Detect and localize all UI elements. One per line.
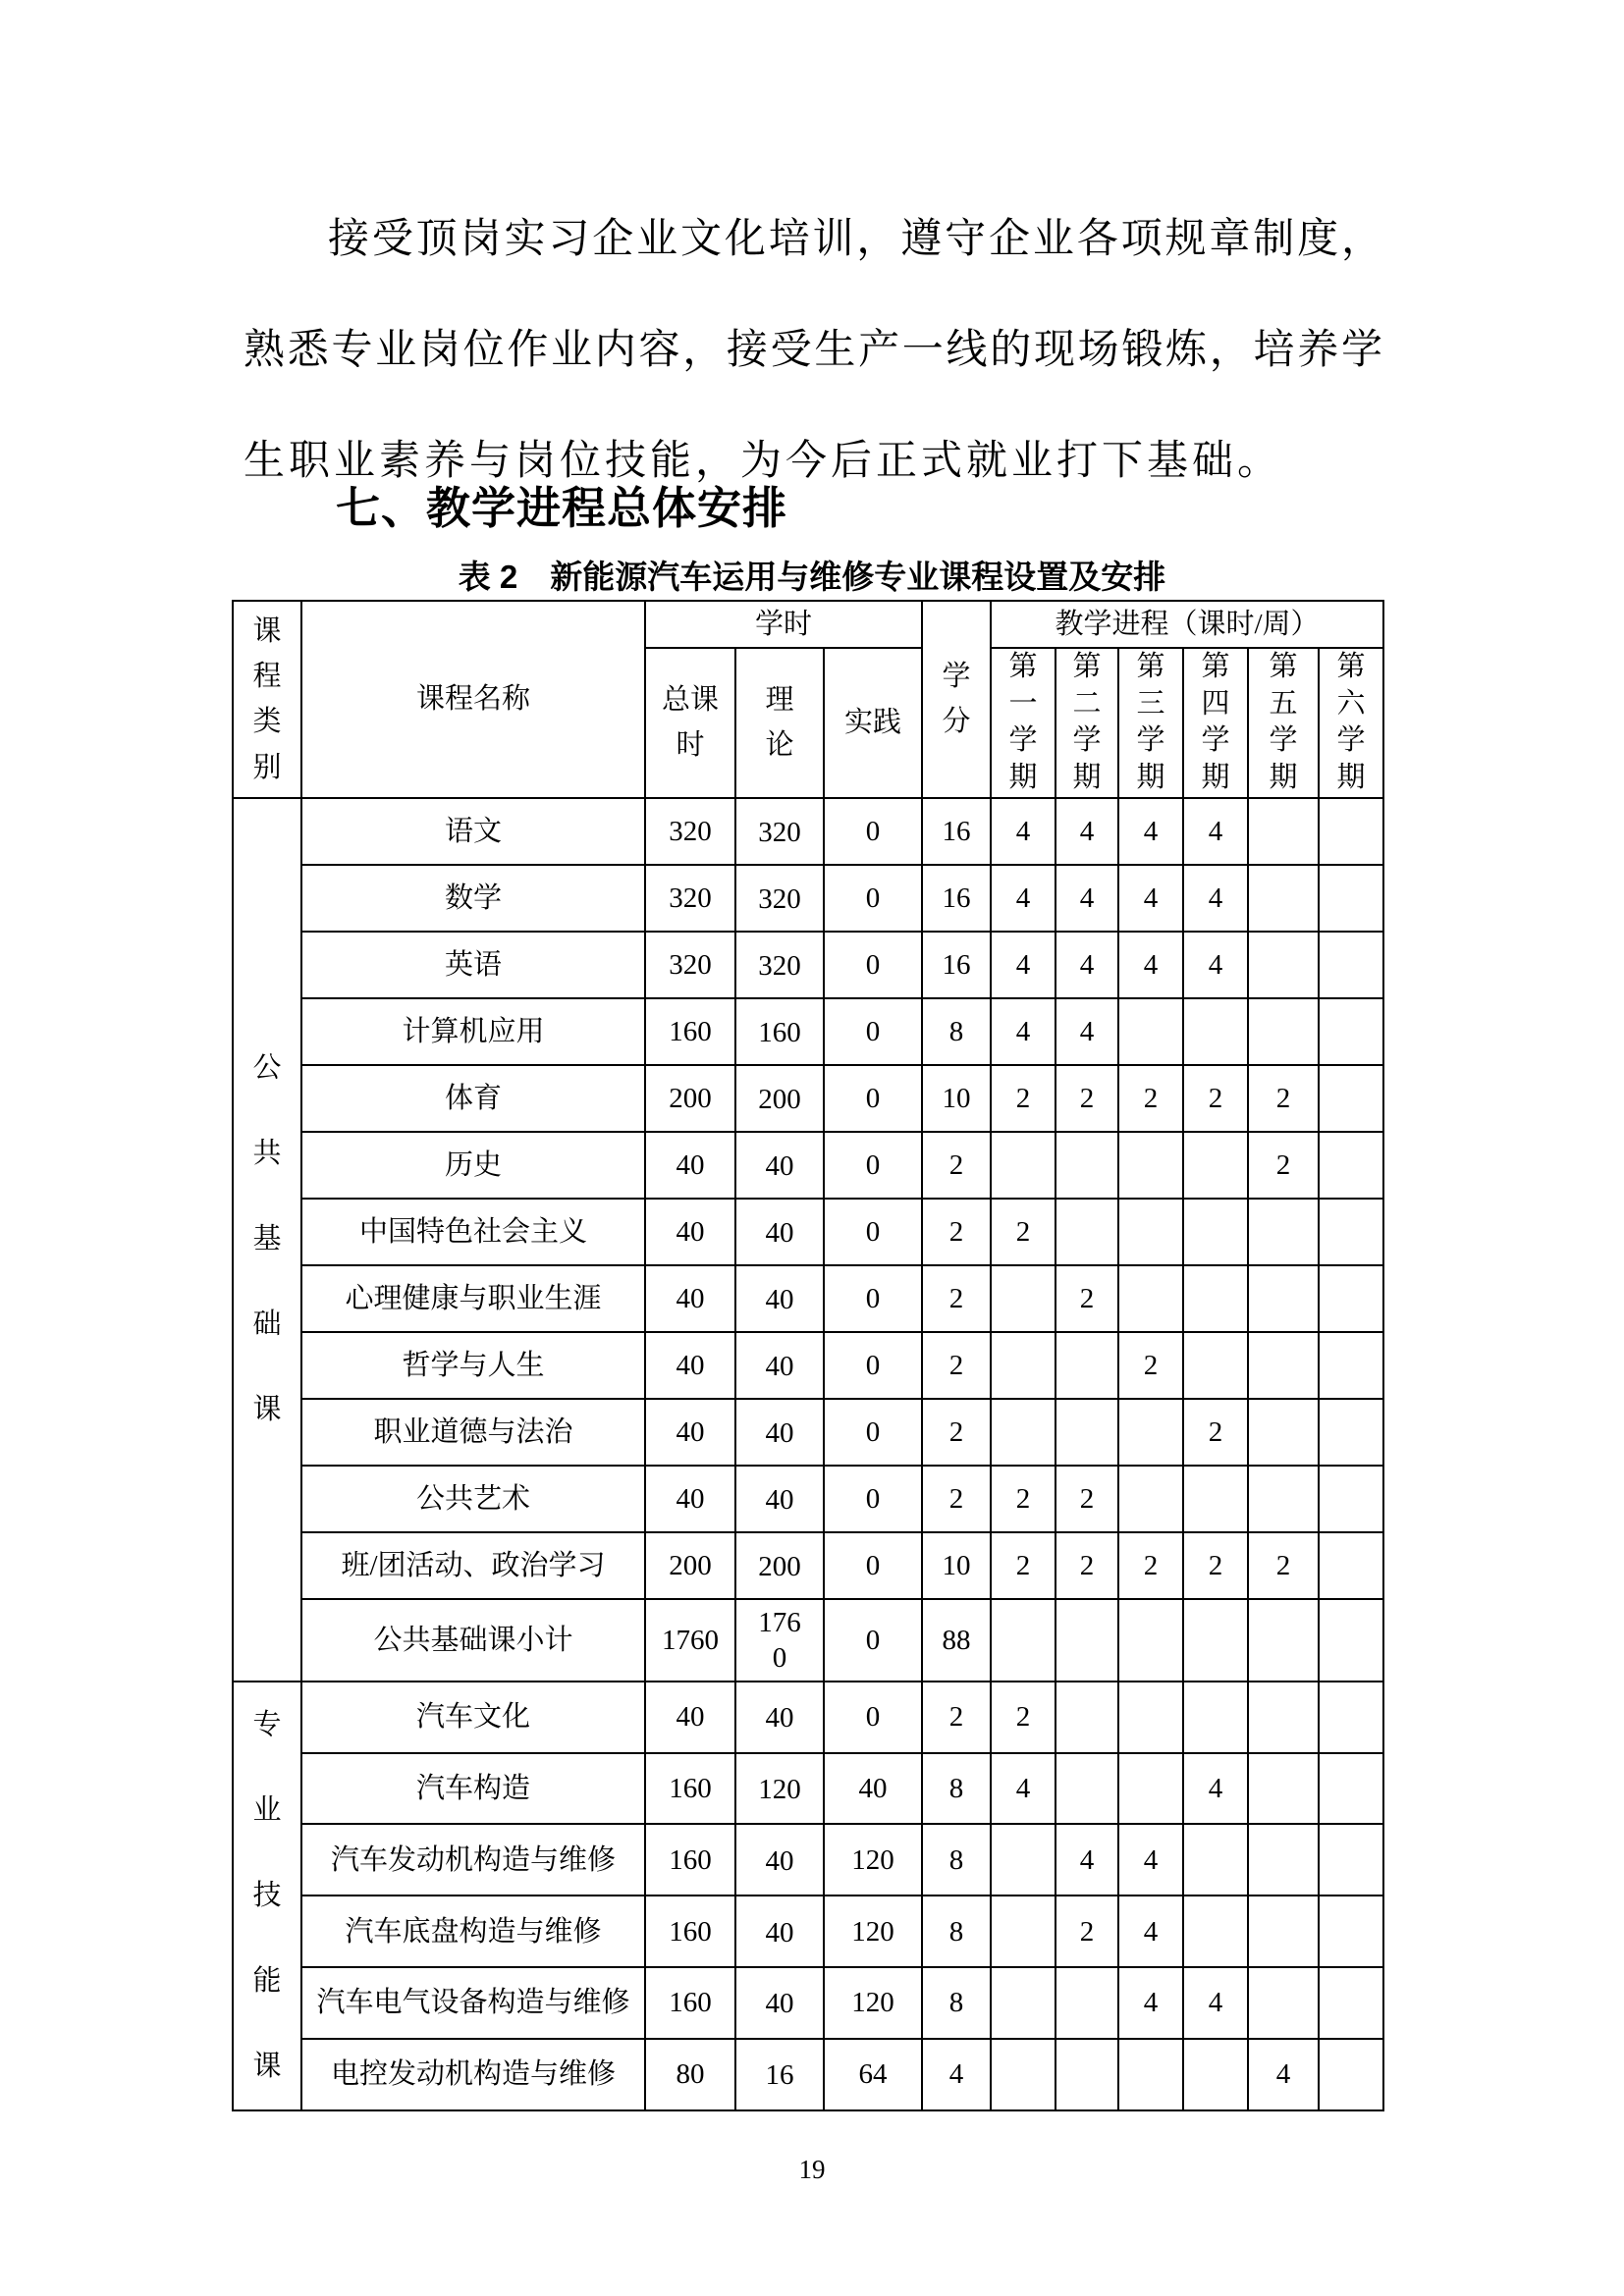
cell-course-name: 公共基础课小计 [301, 1599, 645, 1682]
cell-semester-3: 2 [1118, 1065, 1183, 1132]
cell-credits: 16 [922, 798, 991, 865]
cell-semester-4: 2 [1183, 1065, 1248, 1132]
col-header-semester-4-label: 第四学期 [1201, 651, 1230, 794]
cell-total-hours: 40 [645, 1332, 735, 1399]
cell-semester-1: 2 [991, 1532, 1056, 1599]
cell-semester-1: 2 [991, 1065, 1056, 1132]
table-caption: 表 2 新能源汽车运用与维修专业课程设置及安排 [458, 559, 1166, 595]
cell-semester-3: 4 [1118, 865, 1183, 932]
cell-course-name: 电控发动机构造与维修 [301, 2039, 645, 2110]
col-header-semester-2 [1056, 648, 1118, 798]
cell-semester-6 [1319, 865, 1383, 932]
cell-course-category [233, 1682, 301, 2110]
cell-semester-6 [1319, 1132, 1383, 1199]
table-row [233, 1967, 1383, 2039]
cell-course-name: 英语 [301, 932, 645, 998]
table-row [233, 1896, 1383, 1967]
cell-credits: 2 [922, 1466, 991, 1532]
cell-semester-2 [1056, 1399, 1118, 1466]
cell-course-name: 中国特色社会主义 [301, 1199, 645, 1265]
table-row [233, 1199, 1383, 1265]
table-row [233, 1753, 1383, 1825]
category-vertical-label: 专业技能课 [252, 1708, 282, 2082]
cell-semester-5 [1248, 1967, 1319, 2039]
cell-course-name: 汽车发动机构造与维修 [301, 1824, 645, 1896]
cell-semester-2 [1056, 1199, 1118, 1265]
cell-semester-1: 4 [991, 798, 1056, 865]
table-row [233, 1599, 1383, 1682]
cell-semester-4 [1183, 1332, 1248, 1399]
cell-semester-4: 4 [1183, 1753, 1248, 1825]
cell-theory-hours [735, 1599, 824, 1682]
col-header-practice: 实践 [824, 648, 922, 798]
cell-practice-hours: 0 [824, 1532, 922, 1599]
table-row [233, 1265, 1383, 1332]
cell-theory-hours [735, 1132, 824, 1199]
theory-hours-value: 160 [758, 1016, 801, 1048]
cell-total-hours: 40 [645, 1466, 735, 1532]
cell-semester-2 [1056, 1682, 1118, 1753]
cell-total-hours: 40 [645, 1265, 735, 1332]
cell-total-hours: 40 [645, 1682, 735, 1753]
cell-semester-5 [1248, 932, 1319, 998]
table-row [233, 998, 1383, 1065]
cell-semester-3 [1118, 1599, 1183, 1682]
table-row [233, 2039, 1383, 2110]
cell-semester-1 [991, 1824, 1056, 1896]
cell-practice-hours: 0 [824, 865, 922, 932]
cell-theory-hours [735, 1199, 824, 1265]
cell-total-hours: 200 [645, 1532, 735, 1599]
cell-semester-2: 4 [1056, 932, 1118, 998]
cell-semester-3: 2 [1118, 1332, 1183, 1399]
cell-semester-2 [1056, 2039, 1118, 2110]
cell-semester-4 [1183, 998, 1248, 1065]
col-header-semester-3-label: 第三学期 [1136, 651, 1165, 794]
cell-semester-6 [1319, 1682, 1383, 1753]
cell-semester-4: 2 [1183, 1399, 1248, 1466]
cell-credits: 8 [922, 1967, 991, 2039]
cell-semester-4 [1183, 1132, 1248, 1199]
theory-hours-value: 40 [765, 1844, 794, 1877]
cell-credits: 2 [922, 1265, 991, 1332]
cell-credits: 8 [922, 998, 991, 1065]
cell-semester-6 [1319, 1332, 1383, 1399]
cell-semester-6 [1319, 1399, 1383, 1466]
col-header-theory-label: 理论 [765, 683, 794, 762]
cell-course-name: 历史 [301, 1132, 645, 1199]
cell-theory-hours [735, 1682, 824, 1753]
col-header-semester-5 [1248, 648, 1319, 798]
cell-semester-4 [1183, 1682, 1248, 1753]
theory-hours-value: 40 [765, 1283, 794, 1315]
cell-semester-4 [1183, 1265, 1248, 1332]
cell-semester-5 [1248, 1199, 1319, 1265]
table-row [233, 1332, 1383, 1399]
theory-hours-value: 320 [758, 882, 801, 915]
cell-semester-1 [991, 1132, 1056, 1199]
cell-semester-3 [1118, 1753, 1183, 1825]
cell-course-name: 语文 [301, 798, 645, 865]
cell-practice-hours: 0 [824, 932, 922, 998]
cell-semester-2: 2 [1056, 1466, 1118, 1532]
cell-semester-6 [1319, 2039, 1383, 2110]
cell-semester-3: 4 [1118, 1896, 1183, 1967]
theory-hours-value: 40 [765, 1350, 794, 1382]
cell-semester-5: 2 [1248, 1532, 1319, 1599]
cell-semester-6 [1319, 1967, 1383, 2039]
cell-semester-3 [1118, 998, 1183, 1065]
cell-credits: 2 [922, 1199, 991, 1265]
cell-semester-6 [1319, 1466, 1383, 1532]
table-row [233, 1682, 1383, 1753]
cell-semester-2 [1056, 1332, 1118, 1399]
theory-hours-value: 320 [758, 949, 801, 982]
cell-semester-1: 4 [991, 865, 1056, 932]
col-header-category [233, 601, 301, 798]
cell-course-name: 汽车电气设备构造与维修 [301, 1967, 645, 2039]
cell-credits: 2 [922, 1332, 991, 1399]
cell-total-hours: 80 [645, 2039, 735, 2110]
table-row [233, 1132, 1383, 1199]
cell-theory-hours [735, 998, 824, 1065]
theory-hours-value: 40 [765, 1916, 794, 1949]
cell-credits: 2 [922, 1399, 991, 1466]
curriculum-table [232, 600, 1384, 2111]
cell-practice-hours: 0 [824, 1065, 922, 1132]
paragraph-line: 熟悉专业岗位作业内容，接受生产一线的现场锻炼，培养学 [244, 328, 1382, 373]
table-row [233, 798, 1383, 865]
cell-theory-hours [735, 2039, 824, 2110]
cell-total-hours: 160 [645, 998, 735, 1065]
cell-credits: 8 [922, 1753, 991, 1825]
cell-semester-5 [1248, 798, 1319, 865]
cell-practice-hours: 0 [824, 1265, 922, 1332]
cell-total-hours: 40 [645, 1199, 735, 1265]
cell-semester-2: 2 [1056, 1065, 1118, 1132]
cell-practice-hours: 0 [824, 798, 922, 865]
cell-semester-6 [1319, 1199, 1383, 1265]
table-row [233, 932, 1383, 998]
col-header-hours-group: 学时 [645, 601, 922, 648]
cell-semester-2: 4 [1056, 1824, 1118, 1896]
cell-semester-4: 4 [1183, 932, 1248, 998]
cell-semester-5 [1248, 1682, 1319, 1753]
cell-semester-2 [1056, 1132, 1118, 1199]
table-row [233, 1532, 1383, 1599]
col-header-semester-2-label: 第二学期 [1072, 651, 1102, 794]
cell-semester-4 [1183, 1896, 1248, 1967]
cell-semester-1: 4 [991, 1753, 1056, 1825]
cell-semester-6 [1319, 798, 1383, 865]
cell-course-name: 计算机应用 [301, 998, 645, 1065]
cell-course-name: 汽车构造 [301, 1753, 645, 1825]
cell-semester-6 [1319, 932, 1383, 998]
cell-total-hours: 1760 [645, 1599, 735, 1682]
cell-credits: 88 [922, 1599, 991, 1682]
cell-practice-hours: 64 [824, 2039, 922, 2110]
cell-credits: 2 [922, 1682, 991, 1753]
theory-hours-value: 16 [765, 2059, 794, 2092]
theory-hours-value: 40 [765, 1988, 794, 2020]
cell-course-name: 汽车底盘构造与维修 [301, 1896, 645, 1967]
cell-practice-hours: 40 [824, 1753, 922, 1825]
cell-semester-6 [1319, 1824, 1383, 1896]
cell-total-hours: 320 [645, 798, 735, 865]
cell-semester-3: 4 [1118, 932, 1183, 998]
cell-credits: 8 [922, 1896, 991, 1967]
cell-theory-hours [735, 1532, 824, 1599]
cell-semester-1: 4 [991, 998, 1056, 1065]
cell-total-hours: 160 [645, 1896, 735, 1967]
cell-semester-1 [991, 1896, 1056, 1967]
cell-credits: 10 [922, 1532, 991, 1599]
cell-semester-3 [1118, 1682, 1183, 1753]
col-header-credits-label: 学分 [942, 660, 971, 738]
cell-semester-4: 4 [1183, 865, 1248, 932]
cell-semester-6 [1319, 1753, 1383, 1825]
cell-theory-hours [735, 1896, 824, 1967]
cell-practice-hours: 120 [824, 1967, 922, 2039]
cell-semester-4: 4 [1183, 798, 1248, 865]
cell-semester-2 [1056, 1967, 1118, 2039]
col-header-course-name: 课程名称 [301, 601, 645, 798]
table-row [233, 865, 1383, 932]
col-header-progress-group: 教学进程（课时/周） [991, 601, 1383, 648]
col-header-semester-5-label: 第五学期 [1269, 651, 1298, 794]
paragraph-line: 生职业素养与岗位技能，为今后正式就业打下基础。 [244, 439, 1283, 484]
col-header-total-hours-label: 总课时 [661, 683, 719, 762]
table-row [233, 1466, 1383, 1532]
cell-semester-3: 4 [1118, 1967, 1183, 2039]
cell-semester-3: 4 [1118, 1824, 1183, 1896]
cell-semester-3 [1118, 2039, 1183, 2110]
cell-practice-hours: 0 [824, 1399, 922, 1466]
table-row [233, 1065, 1383, 1132]
cell-course-name: 班/团活动、政治学习 [301, 1532, 645, 1599]
cell-semester-5 [1248, 1824, 1319, 1896]
cell-semester-3: 2 [1118, 1532, 1183, 1599]
col-header-semester-6 [1319, 648, 1383, 798]
cell-course-name: 汽车文化 [301, 1682, 645, 1753]
cell-semester-4 [1183, 1824, 1248, 1896]
cell-semester-5 [1248, 1753, 1319, 1825]
col-header-semester-4 [1183, 648, 1248, 798]
cell-course-name: 体育 [301, 1065, 645, 1132]
cell-semester-5 [1248, 1599, 1319, 1682]
cell-semester-2: 4 [1056, 998, 1118, 1065]
cell-semester-2 [1056, 1753, 1118, 1825]
cell-theory-hours [735, 1824, 824, 1896]
cell-practice-hours: 0 [824, 1132, 922, 1199]
cell-semester-1 [991, 1332, 1056, 1399]
cell-theory-hours [735, 1466, 824, 1532]
cell-semester-1: 2 [991, 1682, 1056, 1753]
cell-semester-6 [1319, 998, 1383, 1065]
cell-total-hours: 160 [645, 1967, 735, 2039]
cell-semester-4 [1183, 1199, 1248, 1265]
cell-semester-2: 2 [1056, 1896, 1118, 1967]
cell-semester-6 [1319, 1599, 1383, 1682]
curriculum-table-body [233, 798, 1383, 2110]
cell-credits: 4 [922, 2039, 991, 2110]
cell-course-name: 职业道德与法治 [301, 1399, 645, 1466]
cell-practice-hours: 120 [824, 1824, 922, 1896]
cell-practice-hours: 0 [824, 1199, 922, 1265]
cell-total-hours: 200 [645, 1065, 735, 1132]
cell-total-hours: 160 [645, 1753, 735, 1825]
cell-semester-6 [1319, 1896, 1383, 1967]
cell-theory-hours [735, 932, 824, 998]
cell-semester-5 [1248, 1265, 1319, 1332]
cell-semester-3 [1118, 1199, 1183, 1265]
cell-semester-3 [1118, 1466, 1183, 1532]
cell-semester-2: 2 [1056, 1532, 1118, 1599]
body-paragraph [244, 0, 1382, 517]
cell-total-hours: 40 [645, 1132, 735, 1199]
theory-hours-value: 40 [765, 1216, 794, 1249]
cell-semester-5 [1248, 865, 1319, 932]
cell-practice-hours: 0 [824, 1599, 922, 1682]
col-header-semester-3 [1118, 648, 1183, 798]
col-header-semester-6-label: 第六学期 [1336, 651, 1366, 794]
theory-hours-value: 40 [765, 1149, 794, 1182]
section-heading: 七、教学进程总体安排 [336, 483, 788, 533]
cell-theory-hours [735, 1332, 824, 1399]
theory-hours-value: 120 [758, 1773, 801, 1805]
cell-semester-6 [1319, 1532, 1383, 1599]
cell-credits: 16 [922, 865, 991, 932]
cell-semester-4: 2 [1183, 1532, 1248, 1599]
cell-semester-3 [1118, 1265, 1183, 1332]
cell-semester-5 [1248, 1896, 1319, 1967]
col-header-category-label: 课程类别 [252, 614, 282, 783]
cell-course-name: 心理健康与职业生涯 [301, 1265, 645, 1332]
cell-theory-hours [735, 865, 824, 932]
cell-course-name: 哲学与人生 [301, 1332, 645, 1399]
cell-semester-3: 4 [1118, 798, 1183, 865]
cell-semester-1 [991, 1599, 1056, 1682]
cell-practice-hours: 0 [824, 998, 922, 1065]
cell-semester-5 [1248, 1332, 1319, 1399]
cell-practice-hours: 0 [824, 1466, 922, 1532]
col-header-semester-1-label: 第一学期 [1008, 651, 1038, 794]
cell-semester-2: 4 [1056, 798, 1118, 865]
col-header-semester-1 [991, 648, 1056, 798]
header-row-1 [233, 601, 1383, 648]
theory-hours-value: 1760 [758, 1606, 801, 1674]
cell-course-name: 数学 [301, 865, 645, 932]
cell-semester-6 [1319, 1265, 1383, 1332]
cell-semester-1: 4 [991, 932, 1056, 998]
cell-semester-1: 2 [991, 1199, 1056, 1265]
theory-hours-value: 40 [765, 1416, 794, 1449]
cell-theory-hours [735, 1753, 824, 1825]
table-row [233, 1824, 1383, 1896]
cell-total-hours: 320 [645, 932, 735, 998]
paragraph-line: 接受顶岗实习企业文化培训，遵守企业各项规章制度， [328, 217, 1382, 262]
category-vertical-label: 公共基础课 [252, 1052, 282, 1426]
theory-hours-value: 200 [758, 1083, 801, 1115]
cell-theory-hours [735, 1065, 824, 1132]
theory-hours-value: 200 [758, 1550, 801, 1582]
cell-semester-5 [1248, 1466, 1319, 1532]
theory-hours-value: 40 [765, 1702, 794, 1735]
cell-total-hours: 160 [645, 1824, 735, 1896]
cell-theory-hours [735, 798, 824, 865]
cell-semester-4: 4 [1183, 1967, 1248, 2039]
cell-semester-5 [1248, 998, 1319, 1065]
cell-semester-3 [1118, 1399, 1183, 1466]
cell-semester-5: 4 [1248, 2039, 1319, 2110]
cell-credits: 10 [922, 1065, 991, 1132]
cell-semester-1 [991, 1967, 1056, 2039]
cell-course-name: 公共艺术 [301, 1466, 645, 1532]
cell-practice-hours: 0 [824, 1332, 922, 1399]
table-row [233, 1399, 1383, 1466]
cell-semester-5: 2 [1248, 1065, 1319, 1132]
cell-semester-1 [991, 2039, 1056, 2110]
cell-credits: 16 [922, 932, 991, 998]
cell-semester-4 [1183, 1599, 1248, 1682]
cell-semester-2 [1056, 1599, 1118, 1682]
cell-semester-1 [991, 1265, 1056, 1332]
cell-semester-4 [1183, 1466, 1248, 1532]
cell-credits: 8 [922, 1824, 991, 1896]
cell-total-hours: 320 [645, 865, 735, 932]
cell-semester-1 [991, 1399, 1056, 1466]
cell-semester-4 [1183, 2039, 1248, 2110]
col-header-total-hours [645, 648, 735, 798]
cell-semester-5 [1248, 1399, 1319, 1466]
cell-semester-5: 2 [1248, 1132, 1319, 1199]
theory-hours-value: 320 [758, 816, 801, 848]
cell-semester-3 [1118, 1132, 1183, 1199]
cell-semester-2: 4 [1056, 865, 1118, 932]
cell-semester-2: 2 [1056, 1265, 1118, 1332]
cell-practice-hours: 0 [824, 1682, 922, 1753]
cell-theory-hours [735, 1399, 824, 1466]
cell-total-hours: 40 [645, 1399, 735, 1466]
cell-theory-hours [735, 1265, 824, 1332]
cell-credits: 2 [922, 1132, 991, 1199]
col-header-theory [735, 648, 824, 798]
page-number: 19 [798, 2154, 826, 2184]
cell-course-category [233, 798, 301, 1682]
cell-practice-hours: 120 [824, 1896, 922, 1967]
theory-hours-value: 40 [765, 1483, 794, 1516]
cell-semester-6 [1319, 1065, 1383, 1132]
col-header-credits [922, 601, 991, 798]
cell-semester-1: 2 [991, 1466, 1056, 1532]
cell-theory-hours [735, 1967, 824, 2039]
